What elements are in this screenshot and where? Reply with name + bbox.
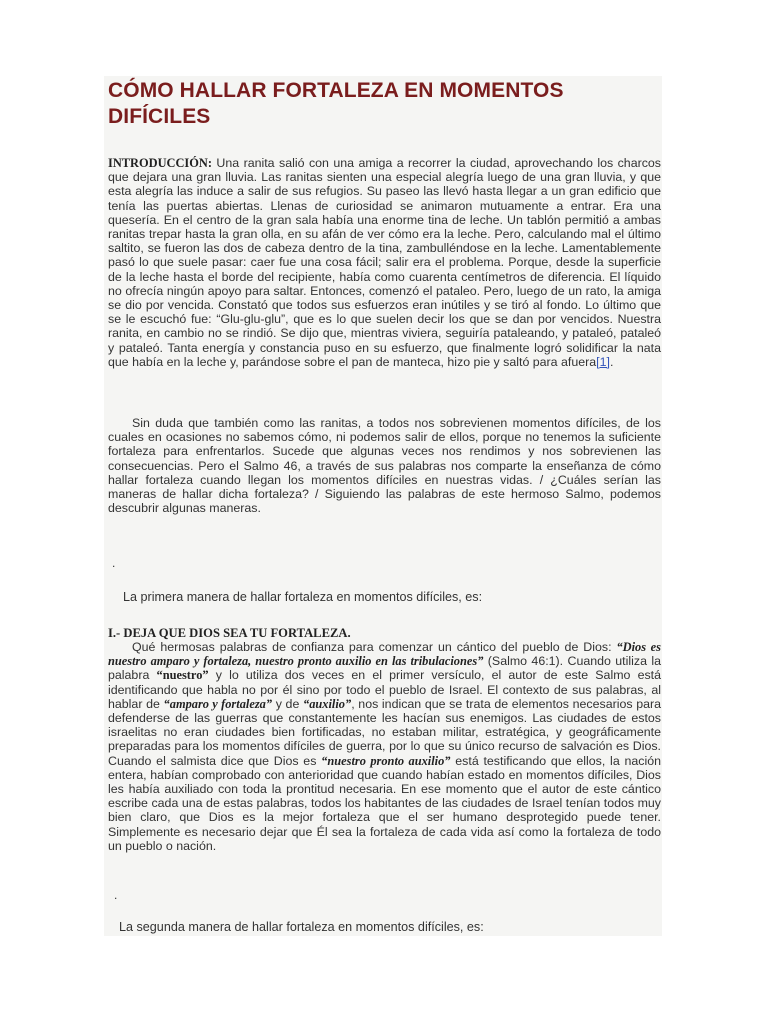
intro-paragraph bbox=[108, 156, 661, 369]
s1-quote-5: “nuestro pronto auxilio” bbox=[321, 753, 451, 768]
s1-text-4: y de bbox=[272, 696, 303, 711]
s1-quote-4: “auxilio” bbox=[303, 696, 352, 711]
separator-dot-2: . bbox=[114, 888, 118, 902]
section1-paragraph bbox=[108, 640, 661, 853]
s1-text-5: , nos indican que se trata de elementos necesarios para defenderse de las guerras que constantemente les hacían sus enemigos. Las ciudades de estos israelitas no eran ciudades bien fortificadas, no estaban militar, estratégica, y geográficamente preparadas para los momentos difíciles de guerra, por lo que su único recurso de salvación es Dios. Cuando el salmista dice que Dios es bbox=[108, 696, 662, 768]
lead-second-way: La segunda manera de hallar fortaleza en momentos difíciles, es: bbox=[119, 920, 484, 934]
s1-quote-3: “amparo y fortaleza” bbox=[163, 696, 273, 711]
s1-text-2: (Salmo 46:1). Cuando utiliza la palabra bbox=[108, 654, 661, 683]
section-heading: I.- DEJA QUE DIOS SEA TU FORTALEZA. bbox=[108, 626, 351, 640]
footnote-link[interactable]: [1] bbox=[596, 354, 610, 369]
separator-dot: . bbox=[112, 556, 116, 570]
s1-text-6: está testificando que ellos, la nación entera, habían comprobado con anterioridad que cuando habían estado en momentos difíciles, Dios les había auxiliado con toda la prontitud necesaria. En ese momento que el autor de este cántico escribe cada una de estas palabras, todos los habitantes de las ciudades de Israel tenían todos muy bien claro, que Dios es la mejor fortaleza que el ser humano desprotegido puede tener. Simplemente es necesario dejar que Él sea la fortaleza de cada vida así como la fortaleza de todo un pueblo o nación. bbox=[108, 753, 661, 853]
document-title: CÓMO HALLAR FORTALEZA EN MOMENTOS DIFÍCILES bbox=[108, 79, 564, 128]
s1-quote-2: “nuestro” bbox=[156, 668, 209, 683]
s1-text-1: Qué hermosas palabras de confianza para comenzar un cántico del pueblo de Dios: bbox=[132, 640, 617, 654]
intro-text-end: . bbox=[609, 354, 614, 369]
s1-quote-1: “Dios es nuestro amparo y fortaleza, nuestro pronto auxilio en las tribulaciones” bbox=[108, 640, 661, 669]
s1-text-3: y lo utiliza dos veces en el primer versículo, el autor de este Salmo está identificando que habla no por él sino por todo el pueblo de Israel. El contexto de sus palabras, al hablar de bbox=[108, 668, 661, 711]
intro-paragraph-2: Sin duda que también como las ranitas, a todos nos sobrevienen momentos difíciles, de los cuales en ocasiones no sabemos cómo, ni podemos salir de ellos, porque no tenemos la suficiente fortaleza para enfrentarlos. Sucede que algunas veces nos rendimos y nos sobrevienen las consecuencias. Pero el Salmo 46, a través de sus palabras nos comparte la enseñanza de cómo hallar fortaleza cuando llegan los momentos difíciles en nuestras vidas. / ¿Cuáles serían las maneras de hallar dicha fortaleza? / Siguiendo las palabras de este hermoso Salmo, podemos descubrir algunas maneras. bbox=[108, 416, 661, 516]
intro-label: INTRODUCCIÓN: bbox=[108, 156, 212, 170]
intro-text: Una ranita salió con una amiga a recorrer la ciudad, aprovechando los charcos que dejara una gran lluvia. Las ranitas sienten una especial alegría luego de una gran lluvia, y que esta alegría las induce a salir de sus refugios. Su paseo las llevó hasta llegar a un gran edificio que tenía las puertas abiertas. Llenas de curiosidad se animaron mutuamente a entrar. Era una quesería. En el centro de la gran sala había una enorme tina de leche. Un tablón permitió a ambas ranitas trepar hasta la gran olla, en su afán de ver cómo era la leche. Pero, calculando mal el último saltito, se fueron las dos de cabeza dentro de la tina, zambulléndose en la leche. Lamentablemente pasó lo que suele pasar: caer fue una cosa fácil; salir era el problema. Porque, desde la superficie de la leche hasta el borde del recipiente, había como cuarenta centímetros de diferencia. El líquido no ofrecía ningún apoyo para saltar. Entonces, comenzó el pataleo. Pero, luego de un rato, la amiga se dio por vencida. Constató que todos sus esfuerzos eran inútiles y se tiró al fondo. Lo último que se le escuchó fue: “Glu-glu-glu”, que es lo que suelen decir los que se dan por vencidos. Nuestra ranita, en cambio no se rindió. Se dijo que, mientras viviera, seguiría pataleando, y pataleó, pataleó y pataleó. Tanta energía y constancia puso en su esfuerzo, que finalmente logró solidificar la nata que había en la leche y, parándose sobre el pan de manteca, hizo pie y saltó para afuera bbox=[108, 156, 661, 369]
lead-first-way: La primera manera de hallar fortaleza en momentos difíciles, es: bbox=[123, 590, 483, 604]
